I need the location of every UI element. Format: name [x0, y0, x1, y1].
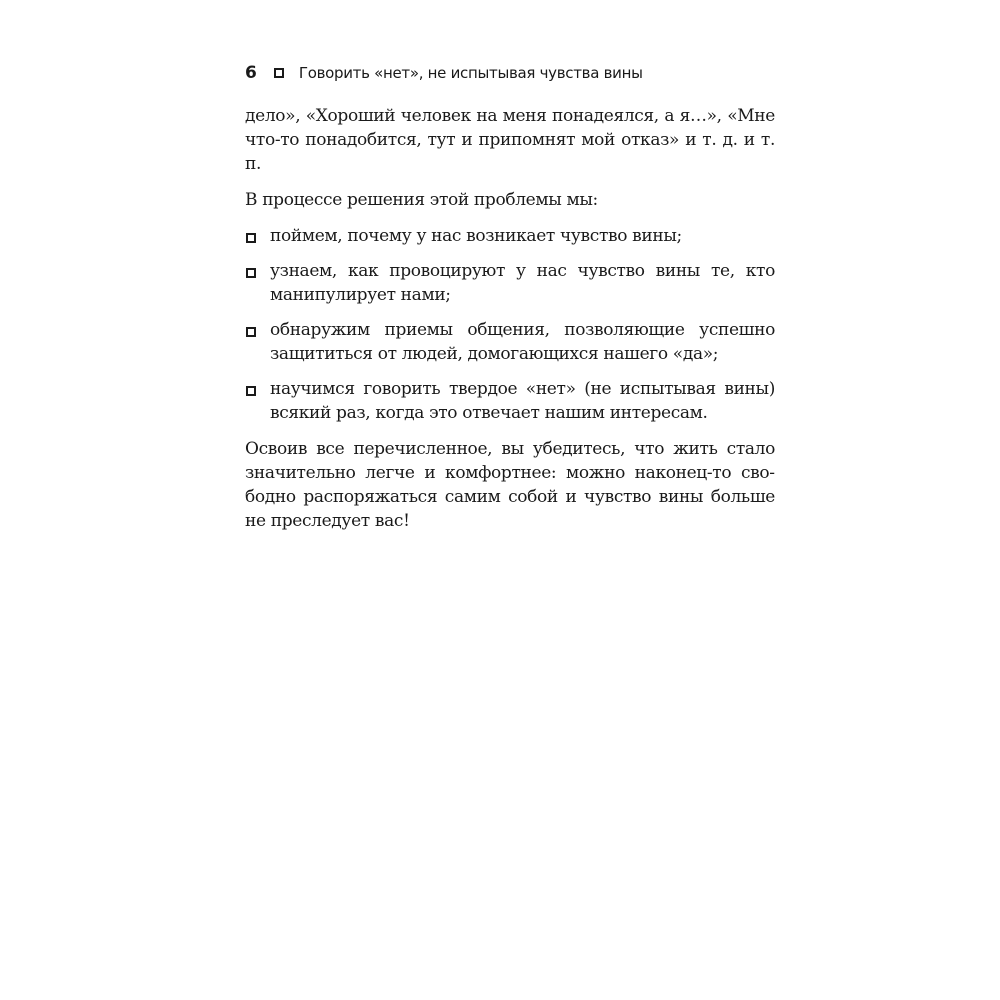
- square-bullet-icon: [246, 327, 256, 337]
- list-item: [245, 259, 775, 307]
- list-item-text: поймем, почему у нас возникает чувство вины;: [270, 226, 682, 246]
- list-item: [245, 224, 775, 248]
- square-bullet-icon: [274, 68, 284, 78]
- list-item: [245, 377, 775, 425]
- paragraph-intro: В процессе решения этой проблемы мы:: [245, 190, 598, 210]
- square-bullet-icon: [246, 233, 256, 243]
- running-head: [245, 63, 643, 83]
- running-title: Говорить «нет», не испытывая чувства вины: [298, 64, 643, 82]
- paragraph-conclusion: Освоив все перечисленное, вы убедитесь, что жить стало значительно легче и комфортнее: можно наконец-то свободно распоряжаться самим собой и чувство вины больше не преследует вас!: [245, 439, 775, 531]
- square-bullet-icon: [246, 268, 256, 278]
- list-item-text: узнаем, как провоцируют у нас чувство вины те, кто манипулирует нами;: [270, 261, 775, 305]
- list-item: [245, 318, 775, 366]
- list-item-text: обнаружим приемы общения, позволяющие успешно защититься от людей, домогающихся нашего «да»;: [270, 320, 775, 364]
- page-number: 6: [245, 63, 257, 83]
- square-bullet-icon: [246, 386, 256, 396]
- bullet-list: [245, 224, 775, 425]
- paragraph-continuation: дело», «Хороший человек на меня понадеялся, а я…», «Мне что-то понадобится, тут и припомнят мой отказ» и т. д. и т. п.: [245, 106, 775, 174]
- page-body: [245, 104, 775, 533]
- list-item-text: научимся говорить твердое «нет» (не испытывая вины) всякий раз, когда это отвечает нашим интересам.: [270, 379, 775, 423]
